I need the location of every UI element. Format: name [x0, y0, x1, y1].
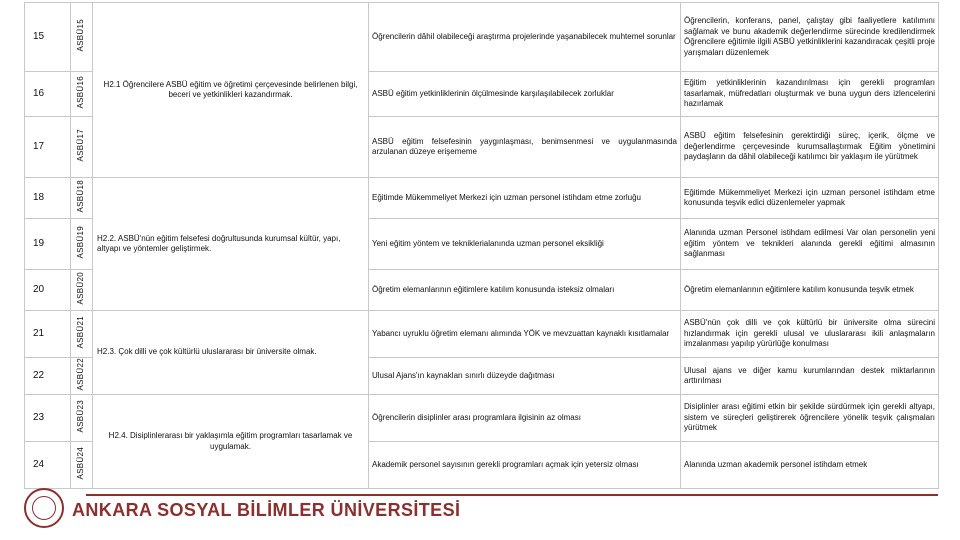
risk-code: ASBÜ18	[76, 180, 86, 213]
row-number: 16	[25, 72, 71, 117]
risk-issue: Akademik personel sayısının gerekli programları açmak için yetersiz olması	[369, 442, 681, 489]
risk-code: ASBÜ23	[76, 400, 86, 433]
risk-solution: Öğretim elemanlarının eğitimlere katılım konusunda teşvik etmek	[681, 270, 939, 311]
risk-solution: Öğrencilerin, konferans, panel, çalıştay gibi faaliyetlere katılımını sağlamak ve bunu akademik değerlendirme sürecinde kredilendirmek Öğrencilere eğitimle ilgili ASBÜ yetkinliklerini kazandıracak çeşitli proje yarışmaları düzenlemek	[681, 3, 939, 72]
table-row	[25, 395, 939, 442]
risk-solution: Alanında uzman akademik personel istihdam etmek	[681, 442, 939, 489]
risk-issue: ASBÜ eğitim yetkinliklerinin ölçülmesinde karşılaşılabilecek zorluklar	[369, 72, 681, 117]
risk-solution: Eğitim yetkinliklerinin kazandırılması için gerekli programları tasarlamak, müfredatları oluşturmak ve buna uygun ders izlencelerini hazırlamak	[681, 72, 939, 117]
risk-issue: Öğrencilerin dâhil olabileceği araştırma projelerinde yaşanabilecek muhtemel sorunlar	[369, 3, 681, 72]
row-number: 15	[25, 3, 71, 72]
risk-issue: Yabancı uyruklu öğretim elemanı alımında YÖK ve mevzuattan kaynaklı kısıtlamalar	[369, 311, 681, 358]
row-number: 23	[25, 395, 71, 442]
risk-code: ASBÜ22	[76, 358, 86, 391]
risk-solution: ASBÜ eğitim felsefesinin gerektirdiği süreç, içerik, ölçme ve değerlendirme çerçevesinde kurumsallaştırmak Eğitim yönetimini paydaşların da dâhil olabileceği katılımcı bir yaklaşım ile yürütmek	[681, 117, 939, 178]
risk-solution: ASBÜ'nün çok dilli ve çok kültürlü bir üniversite olma sürecini hızlandırmak için gerekli ulusal ve uluslararası ikili anlaşmaların imzalanması yapılıp yürürlüğe konulması	[681, 311, 939, 358]
risk-code: ASBÜ19	[76, 226, 86, 259]
university-name: ANKARA SOSYAL BİLİMLER ÜNİVERSİTESİ	[72, 500, 461, 520]
footer-bar	[0, 486, 960, 540]
risk-solution: Disiplinler arası eğitimi etkin bir şekilde sürdürmek için gerekli altyapı, sistem ve süreçleri geliştirerek öğrencilere yönelik teşvik çalışmaları yürütmek	[681, 395, 939, 442]
row-number: 18	[25, 178, 71, 219]
risk-issue: Öğretim elemanlarının eğitimlere katılım konusunda isteksiz olmaları	[369, 270, 681, 311]
risk-issue: ASBÜ eğitim felsefesinin yaygınlaşması, benimsenmesi ve uygulanmasında arzulanan düzeye erişememe	[369, 117, 681, 178]
risk-code: ASBÜ16	[76, 76, 86, 109]
goal-h2-1: H2.1 Öğrencilere ASBÜ eğitim ve öğretimi çerçevesinde belirlenen bilgi, beceri ve yetkinlikleri kazandırmak.	[93, 3, 369, 178]
risk-solution: Alanında uzman Personel istihdam edilmesi Var olan personelin yeni eğitim yöntem ve teknikleri alanında gerekli eğitimi almasının sağlanması	[681, 219, 939, 270]
risk-solution: Eğitimde Mükemmeliyet Merkezi için uzman personel istihdam etme konusunda teşvik edici düzenlemeler yapmak	[681, 178, 939, 219]
row-number: 19	[25, 219, 71, 270]
table-row	[25, 3, 939, 72]
risk-code: ASBÜ15	[76, 19, 86, 52]
university-seal-icon	[24, 488, 64, 528]
risk-issue: Yeni eğitim yöntem ve tekniklerialanında uzman personel eksikliği	[369, 219, 681, 270]
row-number: 17	[25, 117, 71, 178]
goal-h2-4: H2.4. Disiplinlerarası bir yaklaşımla eğitim programları tasarlamak ve uygulamak.	[93, 395, 369, 489]
risk-code: ASBÜ21	[76, 316, 86, 349]
row-number: 20	[25, 270, 71, 311]
risk-code: ASBÜ17	[76, 129, 86, 162]
footer-divider	[86, 494, 938, 496]
risk-solution: Ulusal ajans ve diğer kamu kurumlarından destek miktarlarının arttırılması	[681, 358, 939, 395]
table-row	[25, 311, 939, 358]
risk-issue: Öğrencilerin disiplinler arası programlara ilgisinin az olması	[369, 395, 681, 442]
row-number: 22	[25, 358, 71, 395]
risk-table-container	[24, 2, 938, 482]
risk-issue: Eğitimde Mükemmeliyet Merkezi için uzman personel istihdam etme zorluğu	[369, 178, 681, 219]
risk-code: ASBÜ20	[76, 272, 86, 305]
risk-issue: Ulusal Ajans'ın kaynakları sınırlı düzeyde dağıtması	[369, 358, 681, 395]
risk-table	[24, 2, 939, 489]
goal-h2-2: H2.2. ASBÜ'nün eğitim felsefesi doğrultusunda kurumsal kültür, yapı, altyapı ve yöntemler geliştirmek.	[93, 178, 369, 311]
goal-h2-3: H2.3. Çok dilli ve çok kültürlü uluslararası bir üniversite olmak.	[93, 311, 369, 395]
table-row	[25, 178, 939, 219]
row-number: 24	[25, 442, 71, 489]
row-number: 21	[25, 311, 71, 358]
risk-code: ASBÜ24	[76, 447, 86, 480]
